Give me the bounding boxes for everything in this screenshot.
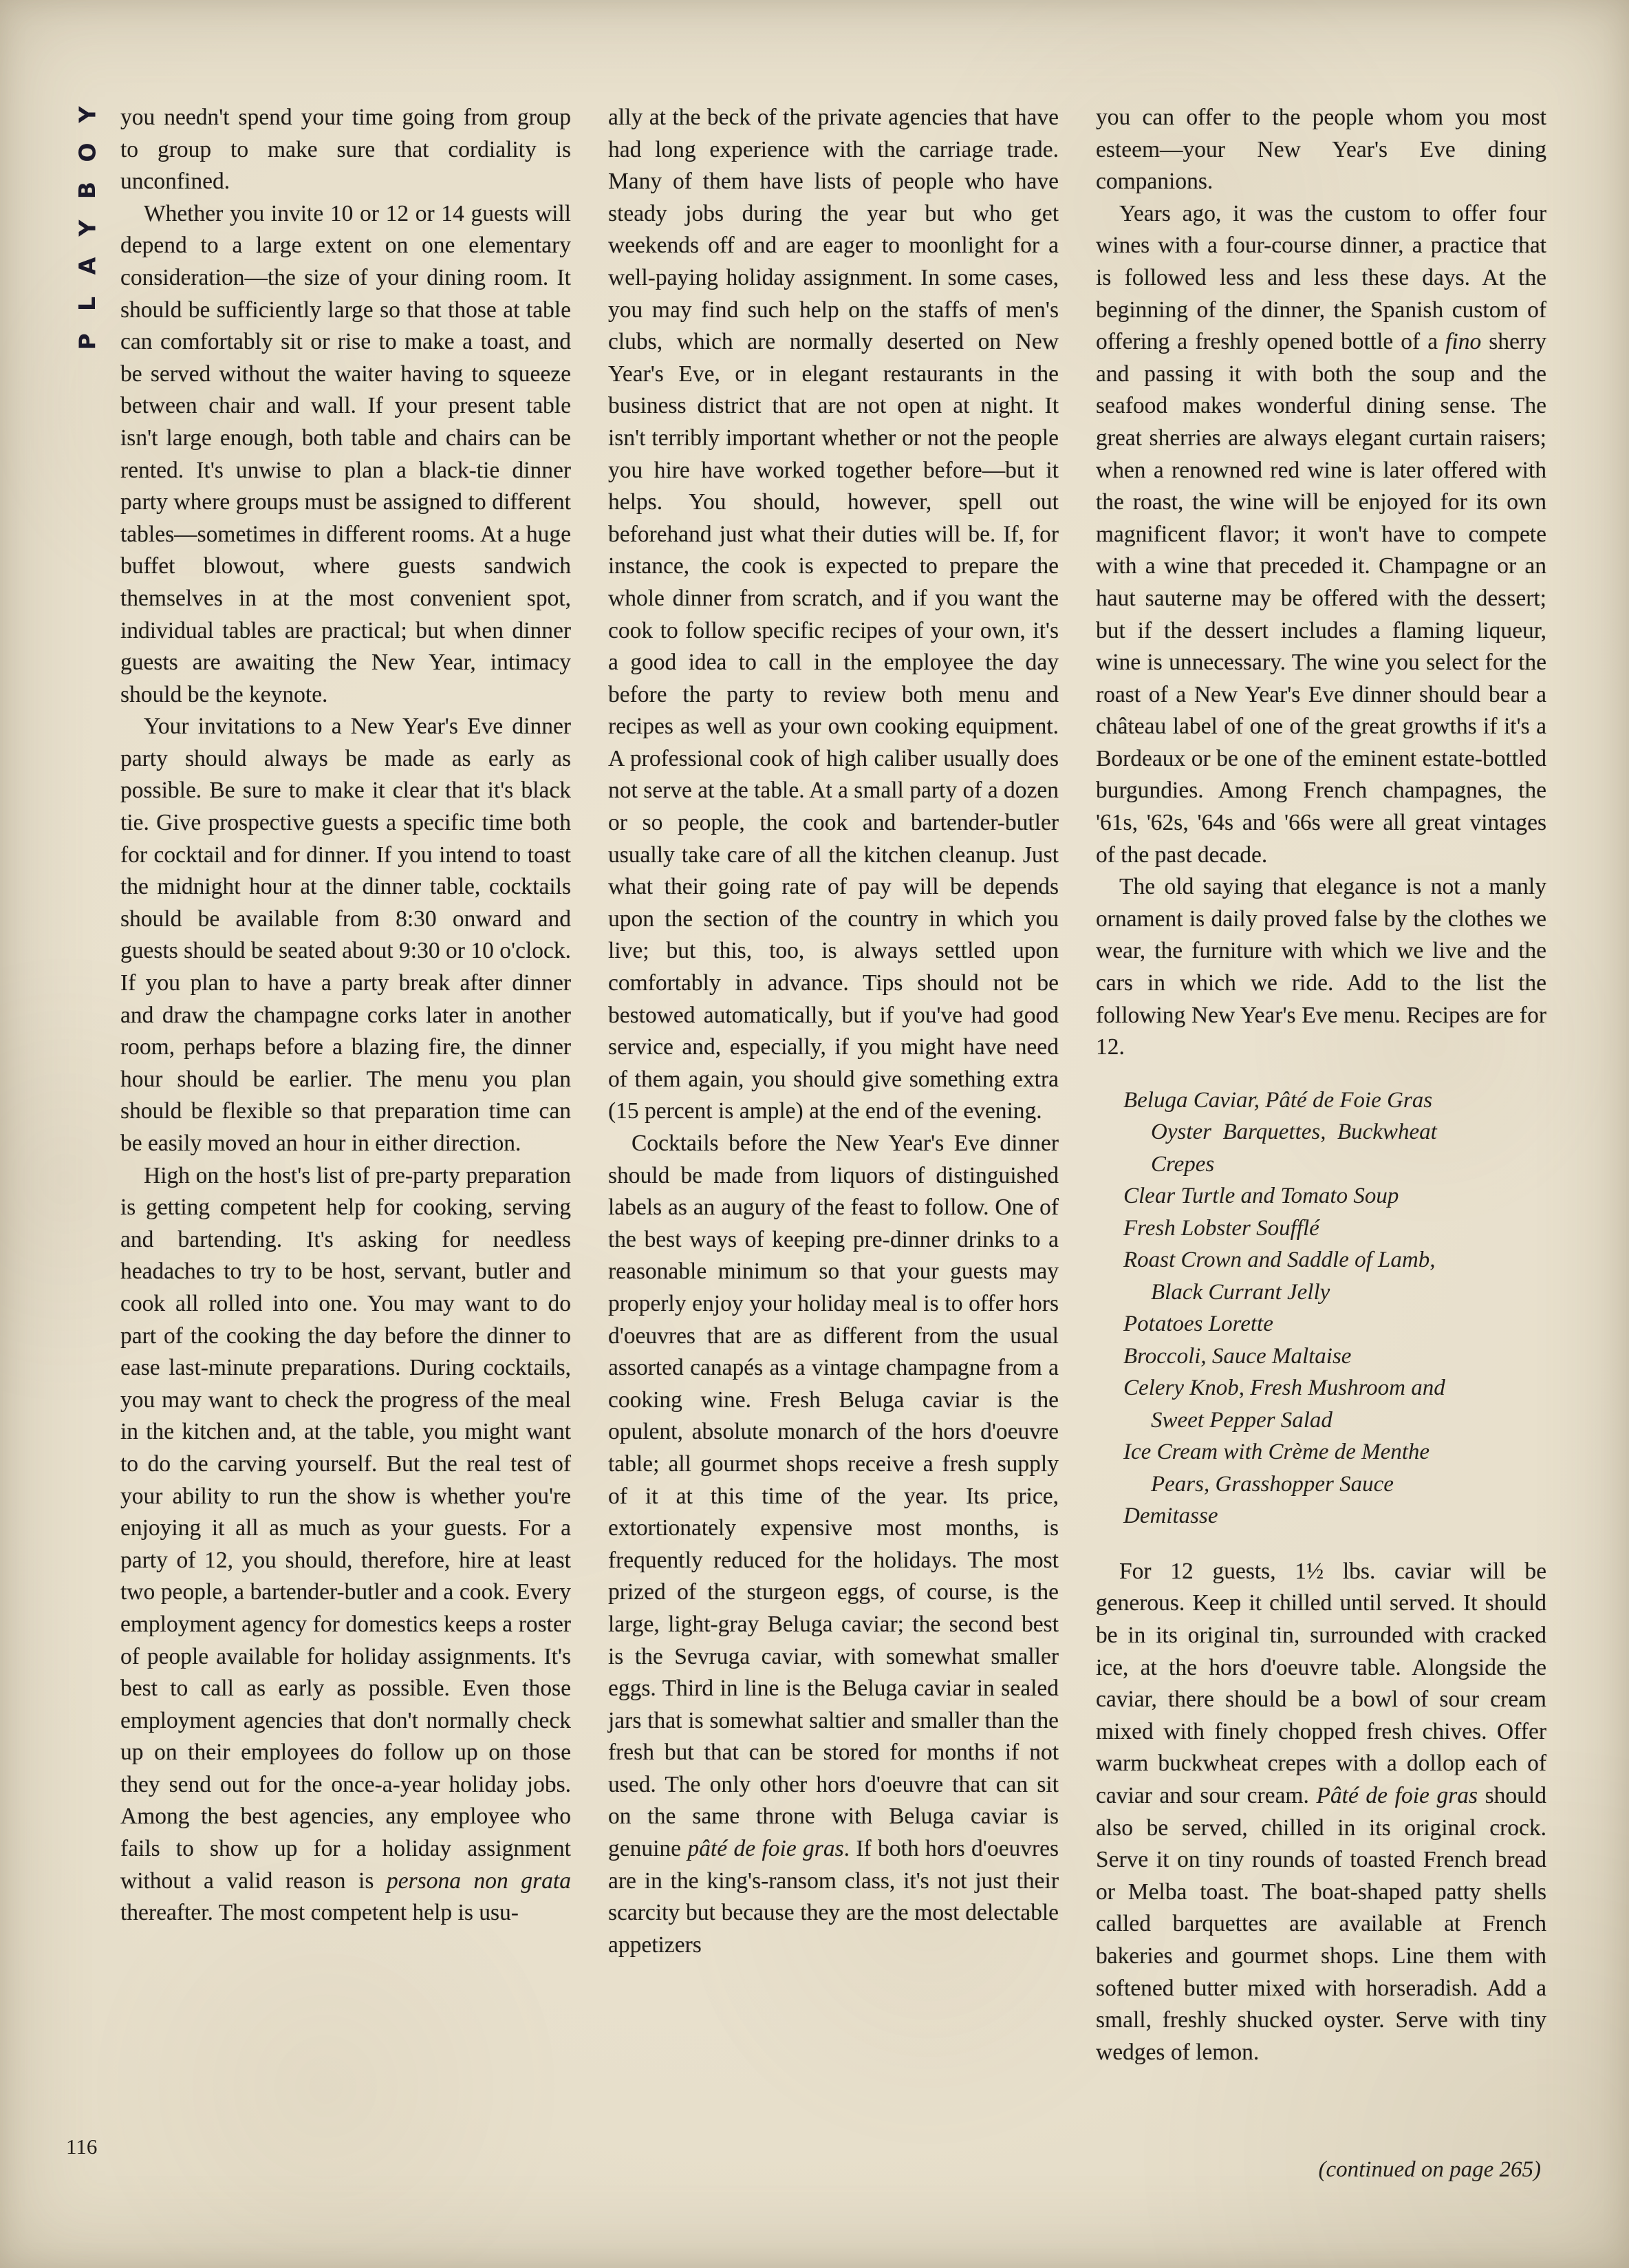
- menu-item: Crepes: [1151, 1151, 1215, 1177]
- menu-item: Demitasse: [1123, 1504, 1218, 1529]
- dinner-menu-list: [1096, 1084, 1546, 1532]
- menu-item: Ice Cream with Crème de Menthe: [1123, 1440, 1430, 1465]
- menu-item: Roast Crown and Saddle of Lamb,: [1123, 1248, 1436, 1273]
- article-paragraph: Your invitations to a New Year's Eve dinner party should always be made as early as possible. Be sure to make it clear that it's black tie. Give prospective guests a specific time both for cocktail and for dinner. If you intend to toast the midnight hour at the dinner table, cocktails should be available from 8:30 onward and guests should be seated about 9:30 or 10 o'clock. If you plan to have a party break after dinner and draw the champagne corks later in another room, perhaps before a blazing fire, the dinner hour should be earlier. The menu you plan should be flexible so that preparation time can be easily moved an hour in either direction.: [120, 714, 571, 1156]
- menu-item: Potatoes Lorette: [1123, 1312, 1273, 1337]
- masthead-letter: P: [74, 333, 101, 350]
- text-column-3: [1096, 102, 1546, 2068]
- masthead-letter: A: [74, 257, 101, 275]
- text-column-2: [608, 102, 1059, 1961]
- italic-phrase: Pâté de foie gras: [1316, 1782, 1478, 1808]
- masthead-letter: O: [74, 142, 101, 162]
- italic-phrase: fino: [1445, 329, 1482, 355]
- menu-item: Celery Knob, Fresh Mushroom and: [1123, 1376, 1445, 1401]
- italic-phrase: persona non grata: [387, 1868, 571, 1894]
- article-paragraph: High on the host's list of pre-party preparation is getting competent help for cooking, serving and bartending. It's asking for needless headaches to try to be host, servant, butler and cook all rolled into one. You may want to do part of the cooking the day before the dinner to ease last-minute preparations. During cocktails, you may want to check the progress of the meal in the kitchen and, at the table, you might want to do the carving yourself. But the real test of your ability to run the show is whether you're enjoying it all as much as your guests. For a party of 12, you should, therefore, hire at least two people, a bartender-butler and a cook. Every employment agency for domestics keeps a roster of people available for holiday assignments. It's best to call as early as possible. Even those employment agencies that don't normally check up on their employees do follow up on those they send out for the once-a-year holiday jobs. Among the best agencies, any employee who fails to show up for a holiday assignment without a valid reason is persona non grata thereafter. The most competent help is usu-: [120, 1162, 571, 1926]
- menu-item: Pears, Grasshopper Sauce: [1151, 1471, 1394, 1497]
- masthead-letter: L: [74, 296, 101, 312]
- article-paragraph: Years ago, it was the custom to offer four wines with a four-course dinner, a practice that is followed less and less these days. At the beginning of the dinner, the Spanish custom of offering a freshly opened bottle of a fino sherry and passing it with both the soup and the seafood makes wonderful dining sense. The great sherries are always elegant curtain raisers; when a renowned red wine is later offered with the roast, the wine will be enjoyed for its own magnificent flavor; it won't have to compete with a wine that preceded it. Champagne or an haut sauterne may be offered with the dessert; but if the dessert includes a flaming liqueur, wine is unnecessary. The wine you select for the roast of a New Year's Eve dinner should bear a château label of one of the great growths if it's a Bordeaux or be one of the eminent estate-bottled burgundies. Among French champagnes, the '61s, '62s, '64s and '66s were all great vintages of the past decade.: [1096, 200, 1546, 868]
- article-paragraph: The old saying that elegance is not a manly ornament is daily proved false by the clothes we wear, the furniture with which we live and the cars in which we ride. Add to the list the following New Year's Eve menu. Recipes are for 12.: [1096, 874, 1546, 1060]
- italic-phrase: pâté de foie gras: [687, 1836, 844, 1862]
- article-paragraph: Cocktails before the New Year's Eve dinner should be made from liquors of distinguished labels as an augury of the feast to follow. One of the best ways of keeping pre-dinner drinks to a reasonable minimum so that your guests may properly enjoy your holiday meal is to offer hors d'oeuvres that are as different from the usual assorted canapés as a vintage champagne from a cooking wine. Fresh Beluga caviar is the opulent, absolute monarch of the hors d'oeuvre table; all gourmet shops receive a fresh supply of it at this time of the year. Its price, extortionately expensive most months, is frequently reduced for the holidays. The most prized of the sturgeon eggs, of course, is the large, light-gray Beluga caviar; the second best is the Sevruga caviar, with somewhat smaller eggs. Third in line is the Beluga caviar in sealed jars that is somewhat saltier and smaller than the fresh but that can be stored for months if not used. The only other hors d'oeuvre that can sit on the same throne with Beluga caviar is genuine pâté de foie gras. If both hors d'oeuvres are in the king's-ransom class, it's not just their scarcity but because they are the most delectable appetizers: [608, 1131, 1059, 1958]
- article-paragraph: you can offer to the people whom you most esteem—your New Year's Eve dining companions.: [1096, 105, 1546, 195]
- masthead-letter: Y: [74, 106, 101, 123]
- menu-item: Sweet Pepper Salad: [1151, 1407, 1333, 1433]
- menu-item: Clear Turtle and Tomato Soup: [1123, 1184, 1399, 1209]
- playboy-vertical-masthead: [66, 103, 109, 461]
- menu-item: Fresh Lobster Soufflé: [1123, 1215, 1319, 1241]
- menu-item: Beluga Caviar, Pâté de Foie Gras: [1123, 1087, 1433, 1113]
- article-paragraph: ally at the beck of the private agencies that have had long experience with the carriage trade. Many of them have lists of people who have steady jobs during the year but who get weekends off and are eager to moonlight for a well-paying holiday assignment. In some cases, you may find such help on the staffs of men's clubs, which are normally deserted on New Year's Eve, or in elegant restaurants in the business district that are not open at night. It isn't terribly important whether or not the people you hire have worked together before—but it helps. You should, however, spell out beforehand just what their duties will be. If, for instance, the cook is expected to prepare the whole dinner from scratch, and if you want the cook to follow specific recipes of your own, it's a good idea to call in the employee the day before the party to review both menu and recipes as well as your own cooking equipment. A professional cook of high caliber usually does not serve at the table. At a small party of a dozen or so people, the cook and bartender-butler usually take care of all the kitchen cleanup. Just what their going rate of pay will be depends upon the section of the country in which you live; but this, too, is always settled upon comfortably in advance. Tips should not be bestowed automatically, but if you've had good service and, especially, if you might have need of them again, you should give something extra (15 percent is ample) at the end of the evening.: [608, 105, 1059, 1124]
- continued-note: (continued on page 265): [1318, 2157, 1541, 2182]
- menu-item: Black Currant Jelly: [1151, 1279, 1330, 1305]
- article-paragraph: Whether you invite 10 or 12 or 14 guests will depend to a large extent on one elementary consideration—the size of your dining room. It should be sufficiently large so that those at table can comfortably sit or rise to make a toast, and be served without the waiter having to squeeze between chair and wall. If your present table isn't large enough, both table and chairs can be rented. It's unwise to plan a black-tie dinner party where groups must be assigned to different tables—sometimes in different rooms. At a huge buffet blowout, where guests sandwich themselves in at the most convenient spot, individual tables are practical; but when dinner guests are awaiting the New Year, intimacy should be the keynote.: [120, 200, 571, 707]
- masthead-letter: B: [74, 181, 101, 200]
- masthead-letter: Y: [74, 220, 101, 237]
- article-paragraph: For 12 guests, 1½ lbs. caviar will be generous. Keep it chilled until served. It should be in its original tin, surrounded with cracked ice, at the hors d'oeuvre table. Alongside the caviar, there should be a bowl of sour cream mixed with finely chopped fresh chives. Offer warm buckwheat crepes with a dollop each of caviar and sour cream. Pâté de foie gras should also be served, chilled in its original crock. Serve it on tiny rounds of toasted French bread or Melba toast. The boat-shaped patty shells called barquettes are available at French bakeries and gourmet shops. Line them with softened butter mixed with horseradish. Add a small, freshly shucked oyster. Serve with tiny wedges of lemon.: [1096, 1558, 1546, 2065]
- page-number: 116: [66, 2135, 98, 2159]
- article-paragraph: you needn't spend your time going from group to group to make sure that cordiality is unconfined.: [120, 105, 571, 195]
- text-column-1: [120, 102, 571, 1929]
- menu-item: Broccoli, Sauce Maltaise: [1123, 1343, 1352, 1369]
- menu-item: Oyster Barquettes, Buckwheat: [1151, 1120, 1437, 1145]
- article-columns: [120, 102, 1546, 2068]
